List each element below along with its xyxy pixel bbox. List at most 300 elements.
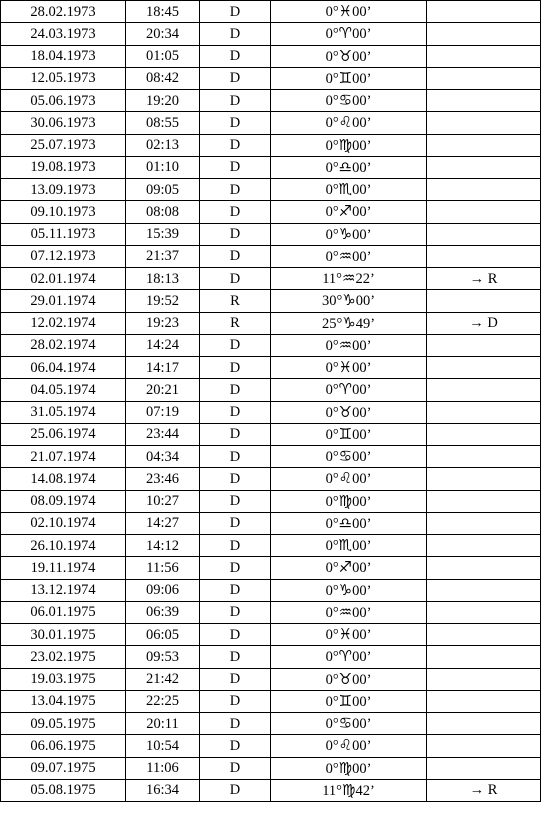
time-cell: 11:56: [126, 557, 200, 579]
position-minutes: 00’: [352, 560, 372, 577]
position-minutes: 00’: [352, 159, 372, 176]
position-minutes: 00’: [352, 627, 372, 644]
position-cell: [271, 290, 427, 312]
position-degrees: 0°: [325, 604, 339, 621]
station-note-cell: [427, 23, 541, 45]
position-minutes: 22’: [355, 271, 375, 288]
direction-cell: D: [200, 735, 271, 757]
position-degrees: 0°: [325, 426, 339, 443]
position-cell: [271, 423, 427, 445]
station-note-cell: [427, 423, 541, 445]
zodiac-sign-icon: ♊: [338, 424, 353, 443]
zodiac-sign-icon: ♑: [342, 313, 356, 332]
date-cell: 04.05.1974: [1, 379, 126, 401]
table-row: [1, 290, 541, 312]
zodiac-sign-icon: ♑: [338, 580, 353, 599]
zodiac-sign-icon: ♈: [338, 24, 353, 43]
time-cell: 07:19: [126, 401, 200, 423]
station-note-cell: → R: [427, 779, 541, 801]
station-note-cell: [427, 112, 541, 134]
ephemeris-table-body: [1, 1, 541, 802]
direction-cell: D: [200, 468, 271, 490]
zodiac-sign-icon: ♊: [338, 691, 353, 710]
date-cell: 23.02.1975: [1, 646, 126, 668]
table-row: [1, 1, 541, 23]
direction-cell: D: [200, 245, 271, 267]
direction-cell: D: [200, 156, 271, 178]
direction-cell: D: [200, 624, 271, 646]
time-cell: 18:13: [126, 268, 200, 290]
station-note-cell: [427, 156, 541, 178]
date-cell: 12.05.1973: [1, 67, 126, 89]
position-cell: [271, 156, 427, 178]
time-cell: 01:10: [126, 156, 200, 178]
zodiac-sign-icon: ♑: [342, 291, 356, 310]
position-cell: [271, 1, 427, 23]
position-degrees: 0°: [325, 159, 339, 176]
direction-cell: D: [200, 757, 271, 779]
position-cell: [271, 490, 427, 512]
zodiac-sign-icon: ♍: [338, 491, 353, 510]
table-row: [1, 156, 541, 178]
zodiac-sign-icon: ♒: [341, 269, 356, 288]
station-note-cell: [427, 490, 541, 512]
position-cell: [271, 735, 427, 757]
station-note-cell: [427, 290, 541, 312]
date-cell: 28.02.1973: [1, 1, 126, 23]
station-note-cell: [427, 535, 541, 557]
direction-cell: D: [200, 423, 271, 445]
time-cell: 20:11: [126, 713, 200, 735]
date-cell: 13.04.1975: [1, 690, 126, 712]
table-row: [1, 179, 541, 201]
direction-cell: D: [200, 646, 271, 668]
direction-cell: D: [200, 23, 271, 45]
position-minutes: 00’: [355, 293, 376, 310]
station-note-cell: [427, 134, 541, 156]
position-minutes: 00’: [352, 716, 372, 733]
time-cell: 08:08: [126, 201, 200, 223]
position-degrees: 0°: [325, 4, 339, 21]
date-cell: 09.10.1973: [1, 201, 126, 223]
time-cell: 23:46: [126, 468, 200, 490]
position-degrees: 0°: [325, 137, 339, 154]
date-cell: 29.01.1974: [1, 290, 126, 312]
date-cell: 02.10.1974: [1, 512, 126, 534]
date-cell: 09.05.1975: [1, 713, 126, 735]
position-minutes: 00’: [352, 248, 372, 265]
position-cell: [271, 646, 427, 668]
zodiac-sign-icon: ♌: [338, 736, 353, 755]
position-minutes: 00’: [352, 48, 372, 65]
time-cell: 15:39: [126, 223, 200, 245]
position-cell: [271, 201, 427, 223]
zodiac-sign-icon: ♊: [338, 68, 353, 87]
zodiac-sign-icon: ♌: [338, 113, 353, 132]
direction-cell: D: [200, 535, 271, 557]
station-note-cell: [427, 757, 541, 779]
position-degrees: 0°: [325, 449, 339, 466]
position-degrees: 0°: [325, 26, 339, 43]
direction-cell: D: [200, 401, 271, 423]
direction-cell: D: [200, 490, 271, 512]
table-row: [1, 713, 541, 735]
position-degrees: 0°: [325, 182, 339, 199]
date-cell: 06.06.1975: [1, 735, 126, 757]
position-minutes: 00’: [352, 693, 372, 710]
zodiac-sign-icon: ♓: [338, 2, 353, 21]
direction-cell: D: [200, 557, 271, 579]
table-row: [1, 757, 541, 779]
table-row: [1, 690, 541, 712]
time-cell: 19:52: [126, 290, 200, 312]
date-cell: 07.12.1973: [1, 245, 126, 267]
direction-cell: D: [200, 713, 271, 735]
position-minutes: 00’: [352, 360, 372, 377]
position-minutes: 00’: [352, 760, 372, 777]
table-row: [1, 357, 541, 379]
table-row: [1, 535, 541, 557]
zodiac-sign-icon: ♓: [338, 625, 353, 644]
zodiac-sign-icon: ♋: [338, 447, 353, 466]
time-cell: 06:39: [126, 601, 200, 623]
position-degrees: 0°: [325, 538, 339, 555]
station-note-cell: [427, 624, 541, 646]
zodiac-sign-icon: ♐: [338, 558, 353, 577]
table-row: [1, 90, 541, 112]
station-note-cell: [427, 668, 541, 690]
position-minutes: 00’: [352, 471, 372, 488]
station-note-cell: [427, 690, 541, 712]
table-row: [1, 668, 541, 690]
position-minutes: 00’: [352, 70, 372, 87]
date-cell: 25.07.1973: [1, 134, 126, 156]
table-row: [1, 624, 541, 646]
date-cell: 19.03.1975: [1, 668, 126, 690]
position-cell: [271, 624, 427, 646]
time-cell: 09:05: [126, 179, 200, 201]
station-note-cell: [427, 201, 541, 223]
position-cell: [271, 446, 427, 468]
table-row: [1, 646, 541, 668]
station-note-cell: [427, 446, 541, 468]
station-note-cell: [427, 601, 541, 623]
date-cell: 05.08.1975: [1, 779, 126, 801]
station-note-cell: [427, 735, 541, 757]
zodiac-sign-icon: ♋: [338, 91, 353, 110]
position-minutes: 00’: [352, 115, 372, 132]
date-cell: 19.11.1974: [1, 557, 126, 579]
position-minutes: 00’: [352, 538, 372, 555]
time-cell: 08:42: [126, 67, 200, 89]
time-cell: 19:23: [126, 312, 200, 334]
table-row: [1, 23, 541, 45]
position-cell: [271, 179, 427, 201]
position-minutes: 00’: [352, 493, 372, 510]
position-minutes: 49’: [355, 315, 376, 332]
time-cell: 21:37: [126, 245, 200, 267]
position-cell: [271, 779, 427, 801]
zodiac-sign-icon: ♒: [338, 602, 353, 621]
table-row: [1, 735, 541, 757]
position-minutes: 00’: [352, 4, 372, 21]
direction-cell: D: [200, 179, 271, 201]
station-note-cell: [427, 334, 541, 356]
time-cell: 08:55: [126, 112, 200, 134]
station-note-cell: [427, 67, 541, 89]
direction-cell: D: [200, 112, 271, 134]
table-row: [1, 67, 541, 89]
direction-cell: D: [200, 690, 271, 712]
position-degrees: 11°: [322, 271, 342, 288]
date-cell: 21.07.1974: [1, 446, 126, 468]
zodiac-sign-icon: ♍: [341, 780, 356, 799]
position-cell: [271, 23, 427, 45]
position-cell: [271, 312, 427, 334]
position-minutes: 00’: [352, 449, 372, 466]
position-degrees: 0°: [325, 337, 339, 354]
position-minutes: 00’: [352, 226, 372, 243]
zodiac-sign-icon: ♓: [338, 358, 353, 377]
table-row: [1, 601, 541, 623]
date-cell: 05.11.1973: [1, 223, 126, 245]
station-note-cell: [427, 45, 541, 67]
station-note-cell: [427, 179, 541, 201]
table-row: [1, 245, 541, 267]
table-row: [1, 334, 541, 356]
date-cell: 13.09.1973: [1, 179, 126, 201]
position-degrees: 0°: [325, 738, 339, 755]
date-cell: 12.02.1974: [1, 312, 126, 334]
position-degrees: 0°: [325, 226, 339, 243]
date-cell: 25.06.1974: [1, 423, 126, 445]
position-minutes: 00’: [352, 604, 372, 621]
zodiac-sign-icon: ♍: [338, 758, 353, 777]
station-note-cell: → D: [427, 312, 541, 334]
direction-cell: R: [200, 312, 271, 334]
position-degrees: 0°: [325, 204, 339, 221]
direction-cell: D: [200, 201, 271, 223]
time-cell: 11:06: [126, 757, 200, 779]
date-cell: 30.06.1973: [1, 112, 126, 134]
position-degrees: 0°: [325, 248, 339, 265]
position-degrees: 25°: [321, 315, 343, 332]
position-cell: [271, 535, 427, 557]
position-minutes: 00’: [352, 93, 372, 110]
zodiac-sign-icon: ♉: [338, 46, 353, 65]
position-minutes: 00’: [352, 426, 372, 443]
position-cell: [271, 579, 427, 601]
time-cell: 14:24: [126, 334, 200, 356]
date-cell: 28.02.1974: [1, 334, 126, 356]
position-degrees: 0°: [325, 48, 339, 65]
date-cell: 05.06.1973: [1, 90, 126, 112]
date-cell: 19.08.1973: [1, 156, 126, 178]
station-note-cell: [427, 646, 541, 668]
zodiac-sign-icon: ♉: [338, 402, 353, 421]
position-cell: [271, 468, 427, 490]
zodiac-sign-icon: ♎: [338, 157, 353, 176]
date-cell: 13.12.1974: [1, 579, 126, 601]
direction-cell: D: [200, 512, 271, 534]
position-cell: [271, 45, 427, 67]
position-minutes: 00’: [352, 26, 372, 43]
station-note-cell: [427, 401, 541, 423]
position-cell: [271, 90, 427, 112]
zodiac-sign-icon: ♏: [338, 536, 353, 555]
position-minutes: 00’: [352, 182, 372, 199]
station-note-cell: [427, 245, 541, 267]
position-minutes: 00’: [352, 649, 372, 666]
time-cell: 01:05: [126, 45, 200, 67]
position-minutes: 00’: [352, 738, 372, 755]
direction-cell: D: [200, 223, 271, 245]
station-note-cell: [427, 223, 541, 245]
date-cell: 14.08.1974: [1, 468, 126, 490]
position-cell: [271, 601, 427, 623]
table-row: [1, 423, 541, 445]
position-degrees: 0°: [325, 560, 339, 577]
position-degrees: 0°: [325, 627, 339, 644]
table-row: [1, 779, 541, 801]
position-minutes: 00’: [352, 382, 372, 399]
date-cell: 06.04.1974: [1, 357, 126, 379]
zodiac-sign-icon: ♈: [338, 380, 353, 399]
station-note-cell: [427, 1, 541, 23]
time-cell: 14:17: [126, 357, 200, 379]
position-cell: [271, 379, 427, 401]
position-degrees: 0°: [325, 760, 339, 777]
direction-cell: D: [200, 668, 271, 690]
zodiac-sign-icon: ♌: [338, 469, 353, 488]
direction-cell: D: [200, 446, 271, 468]
zodiac-sign-icon: ♉: [338, 669, 353, 688]
time-cell: 14:12: [126, 535, 200, 557]
position-degrees: 0°: [325, 382, 339, 399]
position-cell: [271, 690, 427, 712]
zodiac-sign-icon: ♏: [338, 180, 353, 199]
date-cell: 18.04.1973: [1, 45, 126, 67]
date-cell: 08.09.1974: [1, 490, 126, 512]
table-row: [1, 468, 541, 490]
position-minutes: 42’: [355, 782, 375, 799]
position-cell: [271, 668, 427, 690]
position-cell: [271, 112, 427, 134]
position-cell: [271, 401, 427, 423]
position-cell: [271, 512, 427, 534]
station-note-cell: [427, 379, 541, 401]
position-cell: [271, 757, 427, 779]
table-row: [1, 45, 541, 67]
time-cell: 14:27: [126, 512, 200, 534]
zodiac-sign-icon: ♑: [338, 224, 353, 243]
position-cell: [271, 334, 427, 356]
zodiac-sign-icon: ♋: [338, 714, 353, 733]
zodiac-sign-icon: ♒: [338, 335, 353, 354]
table-row: [1, 557, 541, 579]
position-cell: [271, 357, 427, 379]
position-degrees: 0°: [325, 716, 339, 733]
direction-cell: R: [200, 290, 271, 312]
time-cell: 20:21: [126, 379, 200, 401]
time-cell: 02:13: [126, 134, 200, 156]
direction-cell: D: [200, 379, 271, 401]
position-cell: [271, 713, 427, 735]
zodiac-sign-icon: ♈: [338, 647, 353, 666]
position-degrees: 0°: [325, 515, 339, 532]
table-row: [1, 112, 541, 134]
table-row: [1, 401, 541, 423]
direction-cell: D: [200, 90, 271, 112]
position-minutes: 00’: [352, 515, 372, 532]
time-cell: 09:53: [126, 646, 200, 668]
position-cell: [271, 223, 427, 245]
position-degrees: 0°: [325, 115, 339, 132]
zodiac-sign-icon: ♎: [338, 513, 353, 532]
time-cell: 16:34: [126, 779, 200, 801]
position-degrees: 0°: [325, 582, 339, 599]
station-note-cell: → R: [427, 268, 541, 290]
position-cell: [271, 245, 427, 267]
station-note-cell: [427, 90, 541, 112]
direction-cell: D: [200, 268, 271, 290]
table-row: [1, 134, 541, 156]
position-degrees: 0°: [325, 693, 339, 710]
date-cell: 24.03.1973: [1, 23, 126, 45]
direction-cell: D: [200, 67, 271, 89]
position-minutes: 00’: [352, 204, 372, 221]
table-row: [1, 579, 541, 601]
position-degrees: 0°: [325, 671, 339, 688]
station-note-cell: [427, 713, 541, 735]
station-note-cell: [427, 468, 541, 490]
position-degrees: 0°: [325, 70, 339, 87]
time-cell: 10:27: [126, 490, 200, 512]
table-row: [1, 490, 541, 512]
time-cell: 23:44: [126, 423, 200, 445]
time-cell: 09:06: [126, 579, 200, 601]
position-degrees: 0°: [325, 93, 339, 110]
position-cell: [271, 557, 427, 579]
time-cell: 19:20: [126, 90, 200, 112]
date-cell: 31.05.1974: [1, 401, 126, 423]
position-degrees: 0°: [325, 493, 339, 510]
time-cell: 18:45: [126, 1, 200, 23]
position-degrees: 30°: [321, 293, 343, 310]
table-row: [1, 201, 541, 223]
position-degrees: 0°: [325, 404, 339, 421]
direction-cell: D: [200, 601, 271, 623]
direction-cell: D: [200, 334, 271, 356]
position-minutes: 00’: [352, 404, 372, 421]
time-cell: 06:05: [126, 624, 200, 646]
time-cell: 20:34: [126, 23, 200, 45]
direction-cell: D: [200, 134, 271, 156]
time-cell: 10:54: [126, 735, 200, 757]
date-cell: 30.01.1975: [1, 624, 126, 646]
direction-cell: D: [200, 1, 271, 23]
time-cell: 04:34: [126, 446, 200, 468]
position-degrees: 0°: [325, 649, 339, 666]
table-row: [1, 223, 541, 245]
date-cell: 06.01.1975: [1, 601, 126, 623]
direction-cell: D: [200, 45, 271, 67]
zodiac-sign-icon: ♍: [338, 135, 353, 154]
table-row: [1, 512, 541, 534]
direction-cell: D: [200, 779, 271, 801]
position-cell: [271, 67, 427, 89]
table-row: [1, 379, 541, 401]
